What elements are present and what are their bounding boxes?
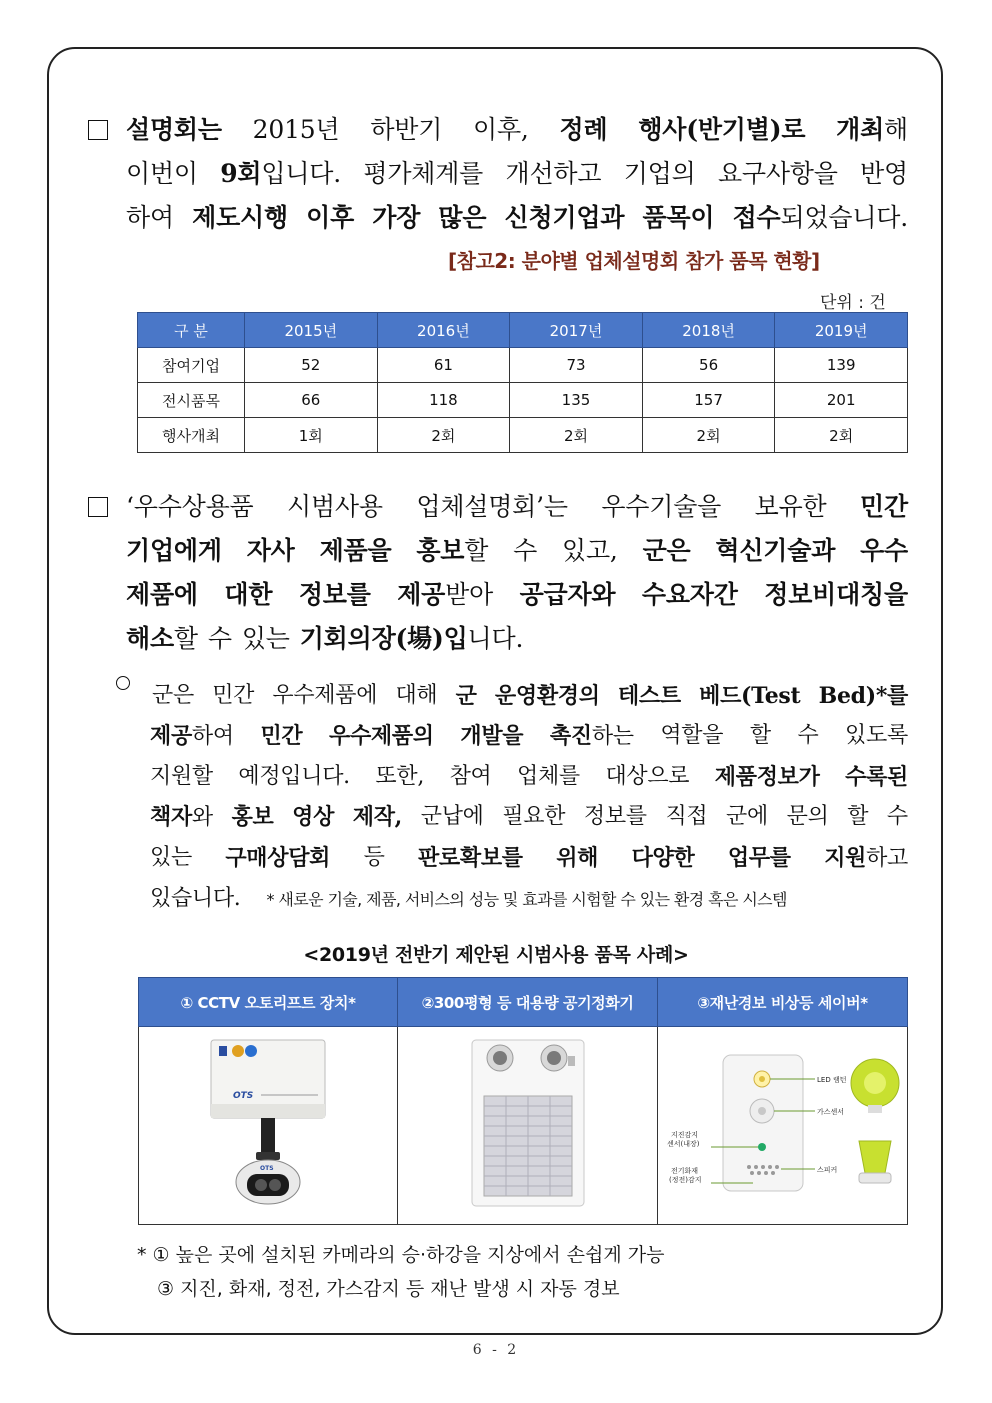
saver-label-quake: 지진감지 [670, 1130, 698, 1139]
paragraph-test-bed-support: 군은 민간 우수제품에 대해 군 운영환경의 테스트 베드(Test Bed)*를 제공하여 민간 우수제품의 개발을 촉진하는 역할을 할 수 있도록 지원할 예정입니다. 또한, 참여 업체를 대상으로 제품정보가 수록된 책자와 홍보 영상 제작, 군납에 필요한 정보를 직접 군에 문의 할 수 있는 구매상담회 등 판로확보를 위해 다양한 업무를 지원하고 있습니다. * 새로운 기술, 제품, 서비스의 성능 및 효과를 시험할 수 있는 환경 혹은 시스템 [112, 676, 908, 920]
table-cell: 2회 [775, 418, 908, 453]
header-2018: 2018년 [642, 313, 775, 348]
test-bed-footnote: * 새로운 기술, 제품, 서비스의 성능 및 효과를 시험할 수 있는 환경 혹은 시스템 [266, 890, 787, 909]
saver-label-gas-sensor: 가스센서 [816, 1107, 844, 1116]
cctv-auto-lift-image [193, 1034, 343, 1214]
table-cell: 66 [245, 383, 378, 418]
table-cell: 118 [377, 383, 510, 418]
svg-text:OTS: OTS [260, 1164, 274, 1172]
saver-label-led: LED 램턴 [816, 1075, 846, 1084]
table-cell: 157 [642, 383, 775, 418]
unit-label: 단위 : 건 [820, 293, 886, 313]
footnote-3: ③ 지진, 화재, 정전, 가스감지 등 재난 발생 시 자동 경보 [157, 1278, 620, 1300]
table-cell: 56 [642, 348, 775, 383]
cctv-brand-text: OTS [233, 1090, 254, 1101]
case-examples-table [138, 977, 908, 1225]
header-2017: 2017년 [510, 313, 643, 348]
reference-title: [참고2: 분야별 업체설명회 참가 품목 현황] [448, 249, 820, 273]
disaster-saver-image [663, 1049, 903, 1199]
saver-label-power-outage: (정전)감지 [668, 1175, 702, 1184]
footnote-1: * ① 높은 곳에 설치된 카메라의 승·하강을 지상에서 손쉽게 가능 [137, 1244, 665, 1266]
table-cell: 52 [245, 348, 378, 383]
saver-label-quake-sensor: 센서(내장) [666, 1139, 700, 1148]
table-cell: 61 [377, 348, 510, 383]
checkbox-square-icon [88, 120, 108, 140]
table-cell: 135 [510, 383, 643, 418]
header-disaster-saver: ③재난경보 비상등 세이버* [658, 978, 908, 1027]
cctv-image-cell [139, 1027, 398, 1225]
case-examples-title: <2019년 전반기 제안된 시범사용 품목 사례> [303, 944, 689, 966]
checkbox-square-icon [88, 497, 108, 517]
disaster-saver-image-cell [658, 1027, 908, 1225]
saver-label-speaker: 스피커 [816, 1165, 837, 1174]
row-label: 전시품목 [138, 383, 245, 418]
table-header-row [138, 313, 908, 348]
row-label: 참여기업 [138, 348, 245, 383]
header-2015: 2015년 [245, 313, 378, 348]
table-cell: 2회 [377, 418, 510, 453]
row-label: 행사개최 [138, 418, 245, 453]
table-header-row [139, 978, 908, 1027]
air-purifier-image-cell [398, 1027, 658, 1225]
participation-stats-table [137, 312, 908, 453]
header-cctv: ① CCTV 오토리프트 장치* [139, 978, 398, 1027]
paragraph-event-history: 설명회는 2015년 하반기 이후, 정례 행사(반기별)로 개최해 이번이 9회입니다. 평가체계를 개선하고 기업의 요구사항을 반영 하여 제도시행 이후 가장 많은 신청기업과 품목이 접수되었습니다. [88, 108, 908, 240]
table-cell: 2회 [510, 418, 643, 453]
air-purifier-image [458, 1034, 598, 1214]
saver-label-electric-fire: 전기화재 [670, 1166, 698, 1175]
table-cell: 2회 [642, 418, 775, 453]
table-cell: 201 [775, 383, 908, 418]
table-row [138, 348, 908, 383]
table-cell: 1회 [245, 418, 378, 453]
table-row [138, 418, 908, 453]
table-row [139, 1027, 908, 1225]
header-air-purifier: ②300평형 등 대용량 공기정화기 [398, 978, 658, 1027]
bullet-circle-icon [116, 676, 130, 690]
table-row [138, 383, 908, 418]
table-cell: 73 [510, 348, 643, 383]
header-2016: 2016년 [377, 313, 510, 348]
paragraph-briefing-purpose: ‘우수상용품 시범사용 업체설명회’는 우수기술을 보유한 민간 기업에게 자사 제품을 홍보할 수 있고, 군은 혁신기술과 우수 제품에 대한 정보를 제공받아 공급자와 수요자간 정보비대칭을 해소할 수 있는 기회의 장(場)입니다. [88, 485, 908, 661]
table-cell: 139 [775, 348, 908, 383]
header-category: 구 분 [138, 313, 245, 348]
header-2019: 2019년 [775, 313, 908, 348]
footnotes [137, 1238, 664, 1306]
page-number: 6 - 2 [472, 1342, 520, 1358]
